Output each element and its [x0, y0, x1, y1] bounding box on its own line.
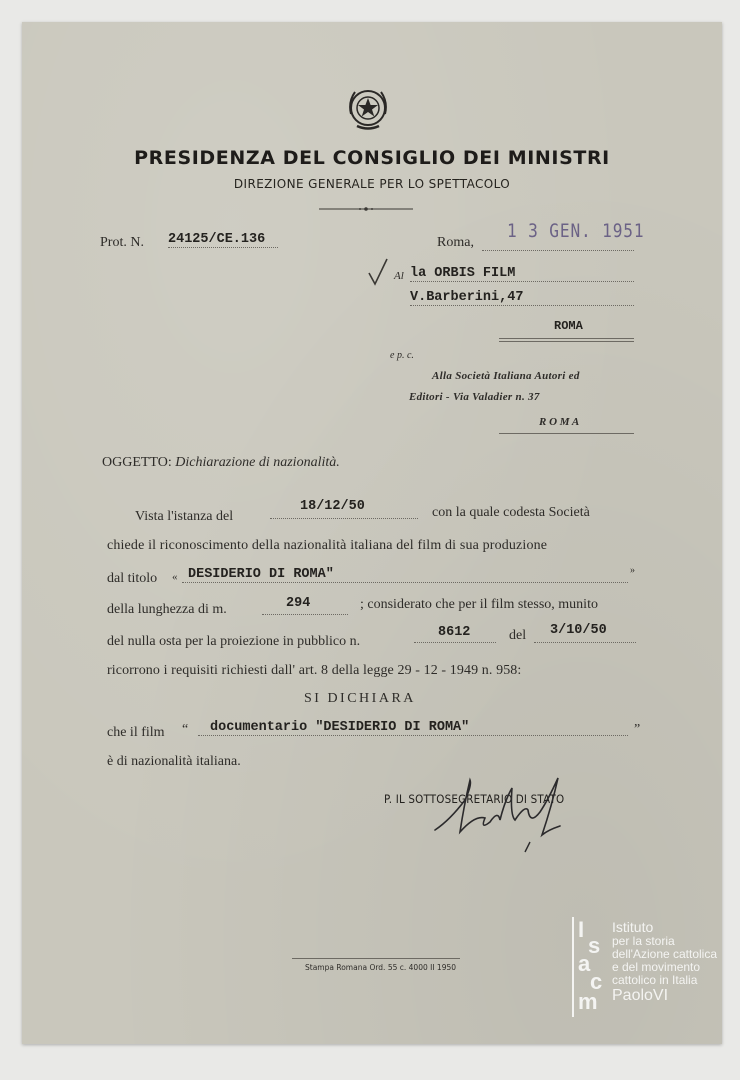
isacem-watermark — [570, 917, 730, 1027]
document-sheet — [22, 22, 722, 1044]
page-subtitle: DIREZIONE GENERALE PER LO SPETTACOLO — [233, 177, 511, 191]
body-line3-quote-close: » — [630, 565, 635, 576]
body-line1-b: con la quale codesta Società — [432, 505, 590, 520]
watermark-line-5: cattolico in Italia — [612, 973, 698, 987]
body-line3-a: dal titolo — [107, 571, 158, 586]
recipient-underline — [499, 338, 634, 342]
body-line1-a: Vista l'istanza del — [135, 509, 234, 524]
body-line1-fill — [270, 518, 418, 519]
istanza-date: 18/12/50 — [300, 499, 365, 514]
watermark-letter-column — [572, 917, 610, 1017]
film-type: documentario "DESIDERIO DI ROMA" — [210, 720, 470, 735]
subject-text: Dichiarazione di nazionalità. — [175, 455, 340, 470]
body-line5-b: del — [509, 628, 527, 643]
protocol-label: Prot. N. — [100, 235, 144, 250]
body-line7-a: che il film — [107, 725, 165, 740]
film-length: 294 — [286, 596, 311, 611]
watermark-letter-1: I — [578, 917, 585, 942]
body-line5-a: del nulla osta per la proiezione in pubblico n. — [107, 634, 361, 649]
divider-ornament — [319, 205, 413, 213]
length-fill — [262, 614, 348, 615]
film-title-fill — [182, 582, 628, 583]
date-stamp: 1 3 GEN. 1951 — [507, 220, 645, 242]
footer-rule — [292, 958, 460, 959]
declaration-heading: SI DICHIARA — [304, 691, 416, 706]
film-title: DESIDERIO DI ROMA" — [188, 567, 334, 582]
cc-line1: Alla Società Italiana Autori ed — [432, 370, 580, 382]
printer-note: Stampa Romana Ord. 55 c. 4000 II 1950 — [305, 963, 457, 972]
recipient-prefix: Al — [394, 270, 404, 282]
recipient-name: la ORBIS FILM — [410, 266, 634, 282]
body-line8: è di nazionalità italiana. — [107, 754, 241, 769]
checkmark-icon — [367, 257, 389, 287]
watermark-letter-5: m — [578, 989, 598, 1014]
watermark-line-4: e del movimento — [612, 960, 701, 974]
body-line3-quote-open: « — [172, 571, 178, 583]
body-line2: chiede il riconoscimento della nazionalità italiana del film di sua produzione — [107, 538, 548, 553]
date-place: Roma, — [437, 235, 474, 250]
nulla-osta-date-fill — [534, 642, 636, 643]
protocol-number: 24125/CE.136 — [168, 232, 278, 248]
nulla-osta-fill — [414, 642, 496, 643]
body-line4-a: della lunghezza di m. — [107, 602, 227, 617]
italian-emblem-icon — [345, 84, 391, 132]
watermark-line-1: Istituto — [612, 919, 654, 935]
subject-label: OGGETTO: — [102, 455, 172, 470]
film-type-fill — [198, 735, 628, 736]
page-title: PRESIDENZA DEL CONSIGLIO DEI MINISTRI — [134, 147, 610, 169]
cc-label: e p. c. — [390, 350, 414, 361]
recipient-city: ROMA — [554, 319, 583, 333]
recipient-street: V.Barberini,47 — [410, 290, 634, 306]
date-line — [482, 250, 634, 251]
watermark-letter-2: s — [588, 933, 601, 958]
nulla-osta-date: 3/10/50 — [550, 623, 607, 638]
cc-city: R O M A — [539, 416, 580, 428]
body-line6: ricorrono i requisiti richiesti dall' art. 8 della legge 29 - 12 - 1949 n. 958: — [107, 663, 522, 678]
watermark-letter-4: c — [590, 969, 603, 994]
cc-line2: Editori - Via Valadier n. 37 — [409, 391, 540, 403]
watermark-letter-3: a — [578, 951, 591, 976]
subject-row — [102, 455, 340, 471]
body-line7-quote-open: “ — [182, 722, 189, 737]
body-line7-quote-close: ” — [634, 722, 641, 737]
handwritten-signature — [430, 760, 570, 860]
cc-underline — [499, 433, 634, 434]
nulla-osta-number: 8612 — [438, 625, 471, 640]
watermark-line-6: PaoloVI — [612, 987, 669, 1004]
signature-title: P. IL SOTTOSEGRETARIO DI STATO — [384, 792, 565, 806]
body-line4-b: ; considerato che per il film stesso, munito — [360, 597, 598, 612]
watermark-text — [612, 919, 730, 1005]
watermark-line-2: per la storia — [612, 934, 675, 948]
watermark-line-3: dell'Azione cattolica — [612, 947, 718, 961]
